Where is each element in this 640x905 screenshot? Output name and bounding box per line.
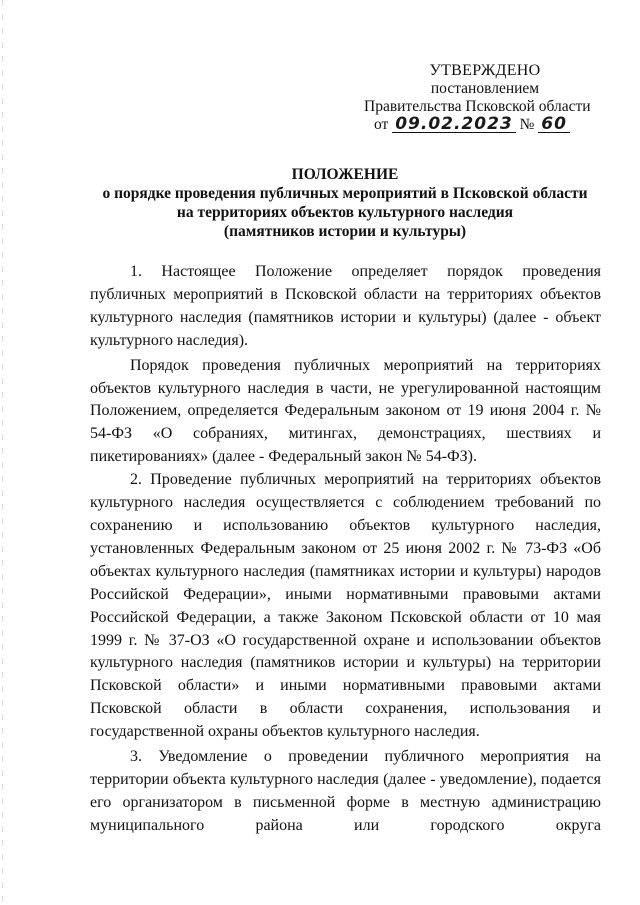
document-body	[90, 261, 601, 838]
title-line-1: о порядке проведения публичных мероприятий в Псковской области	[102, 185, 588, 202]
paragraph-1: 1. Настоящее Положение определяет порядок проведения публичных мероприятий в Псковской области на территориях объектов культурного наследия (памятников истории и культуры) (далее - объект культурного наследия).	[90, 263, 601, 349]
handwritten-number: 60	[538, 116, 570, 133]
scan-edge	[2, 0, 3, 905]
paragraph-4: 3. Уведомление о проведении публичного мероприятия на территории объекта культурного наследия (далее - уведомление), подается его организатором в письменной форме в местную администрацию муниципального района или городского округа	[90, 748, 601, 834]
approval-title: УТВЕРЖДЕНО	[429, 62, 541, 79]
paragraph-3: 2. Проведение публичных мероприятий на территориях объектов культурного наследия осуществляется с соблюдением требований по сохранению и использованию объектов культурного наследия, установленных Федеральным законом от 25 июня 2002 г. № 73-ФЗ «Об объектах культурного наследия (памятниках истории и культуры) народов Российской Федерации», иными нормативными правовыми актами Российской Федерации, а также Законом Псковской области от 10 мая 1999 г. № 37-ОЗ «О государственной охране и использовании объектов культурного наследия (памятников истории и культуры) на территории Псковской области» и иными нормативными правовыми актами Псковской области в области сохранения, использования и государственной охраны объектов культурного наследия.	[90, 471, 601, 741]
date-prefix: от	[374, 116, 389, 133]
number-prefix: №	[519, 116, 535, 133]
approval-line-government: Правительства Псковской области	[364, 98, 591, 115]
title-line-3: (памятников истории и культуры)	[223, 223, 467, 240]
paragraph-2: Порядок проведения публичных мероприятий на территориях объектов культурного наследия в части, не урегулированной настоящим Положением, определяется Федеральным законом от 19 июня 2004 г. № 54-ФЗ «О собраниях, митингах, демонстрациях, шествиях и пикетированиях» (далее - Федеральный закон № 54-ФЗ).	[90, 356, 601, 466]
document-title	[90, 165, 600, 241]
approval-date-line	[360, 116, 610, 134]
approval-line-resolution: постановлением	[430, 80, 540, 97]
approval-stamp-block	[360, 62, 610, 134]
handwritten-date: 09.02.2023	[392, 116, 516, 133]
title-line-2: на территориях объектов культурного наследия	[176, 204, 514, 221]
title-heading: ПОЛОЖЕНИЕ	[291, 166, 399, 183]
